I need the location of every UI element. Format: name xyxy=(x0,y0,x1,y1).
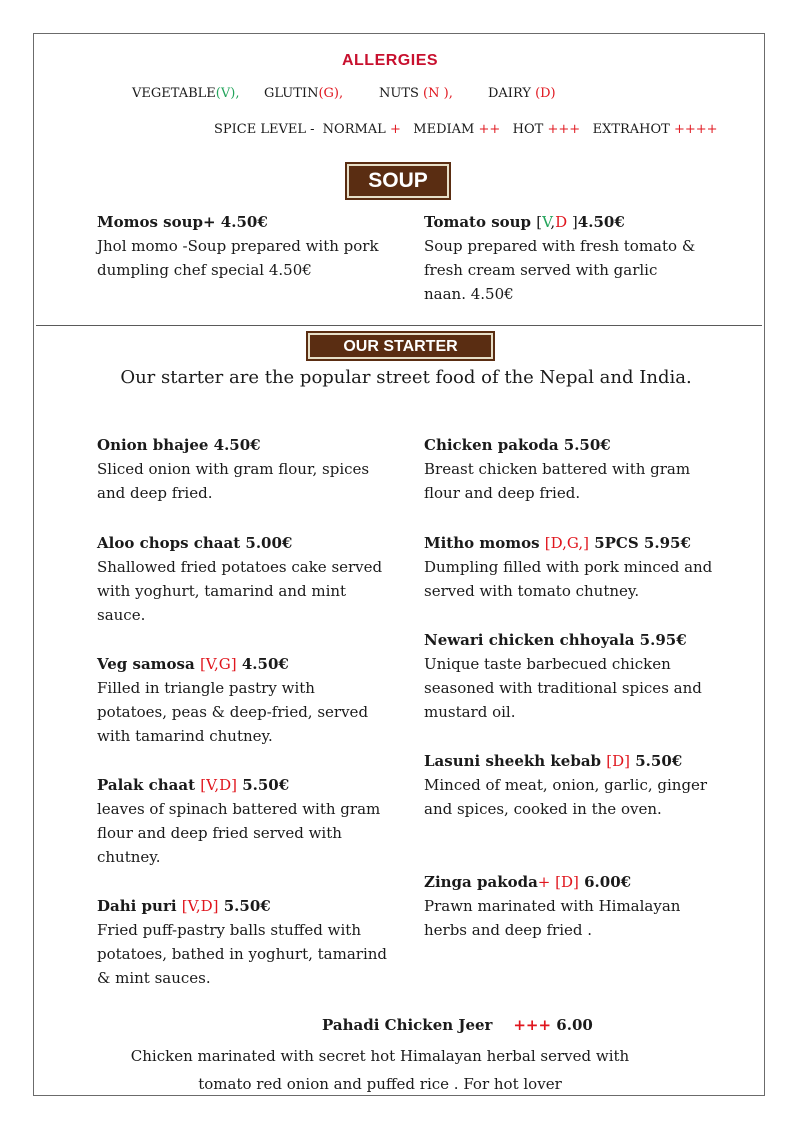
allergy-label: GLUTIN xyxy=(264,86,319,101)
item-name: Chicken pakoda 5.50€ xyxy=(424,436,611,454)
allergy-code: (N ), xyxy=(423,86,453,101)
spice-hot-marks: +++ xyxy=(547,122,581,137)
menu-item-palak-chaat xyxy=(97,773,387,869)
spice-extrahot-label: EXTRAHOT xyxy=(592,122,670,137)
item-name: Dahi puri xyxy=(97,897,182,915)
menu-item-chicken-pakoda xyxy=(424,433,714,505)
item-allergy-tag: [V,G] xyxy=(199,655,237,673)
allergy-label: DAIRY xyxy=(488,86,536,101)
allergy-code: (V), xyxy=(215,86,240,101)
item-tag-dairy: D xyxy=(555,213,568,231)
item-name: Momos soup+ 4.50€ xyxy=(97,213,268,231)
item-name: Mitho momos xyxy=(424,534,545,552)
item-tag-bracket: ] xyxy=(567,213,578,231)
special-desc-line-2: tomato red onion and puffed rice . For hot lover xyxy=(198,1075,562,1093)
spice-normal-label: NORMAL xyxy=(322,122,386,137)
item-description: Shallowed fried potatoes cake served with yoghurt, tamarind and mint sauce. xyxy=(97,558,383,624)
item-price: 4.50€ xyxy=(236,655,289,673)
item-allergy-tag: [V,D] xyxy=(181,897,219,915)
menu-item-onion-bhajee xyxy=(97,433,387,505)
item-description: Soup prepared with fresh tomato & fresh cream served with garlic naan. 4.50€ xyxy=(424,237,696,303)
section-divider xyxy=(36,325,762,326)
item-name: Zinga pakoda xyxy=(424,873,538,891)
item-price: 6.00€ xyxy=(578,873,632,891)
menu-item-veg-samosa xyxy=(97,652,387,748)
special-desc-line-1: Chicken marinated with secret hot Himalayan herbal served with xyxy=(130,1047,630,1065)
spice-mediam-marks: ++ xyxy=(478,122,501,137)
menu-item-momos-soup xyxy=(97,210,382,282)
item-description: leaves of spinach battered with gram flour and deep fried served with chutney. xyxy=(97,800,381,866)
menu-item-lasuni-sheekh-kebab xyxy=(424,749,714,821)
menu-item-tomato-soup xyxy=(424,210,704,306)
item-price: 6.00 xyxy=(551,1016,593,1034)
item-tag-vegetable: V xyxy=(542,213,551,231)
item-name: Onion bhajee 4.50€ xyxy=(97,436,261,454)
item-price: 5.50€ xyxy=(630,752,683,770)
allergy-code: (D) xyxy=(535,86,556,101)
item-description: Breast chicken battered with gram flour and deep fried. xyxy=(424,460,691,502)
special-spice-marks: +++ xyxy=(513,1016,552,1034)
starter-heading-banner: OUR STARTER xyxy=(308,333,493,359)
item-description: Dumpling filled with pork minced and served with tomato chutney. xyxy=(424,558,713,600)
item-price: 4.50€ xyxy=(577,213,625,231)
item-price: 5.50€ xyxy=(218,897,271,915)
menu-item-newari-chicken-chhoyala xyxy=(424,628,714,724)
special-item-description xyxy=(0,1042,760,1098)
spice-level-row xyxy=(214,122,718,137)
item-tag-separator: , xyxy=(550,213,556,231)
item-description: Minced of meat, onion, garlic, ginger and spices, cooked in the oven. xyxy=(424,776,708,818)
menu-item-aloo-chops-chaat xyxy=(97,531,387,627)
allergy-label: VEGETABLE xyxy=(132,86,216,101)
item-tag-bracket: [ xyxy=(536,213,543,231)
menu-item-zinga-pakoda xyxy=(424,870,714,942)
item-price: 5PCS 5.95€ xyxy=(588,534,691,552)
item-name: Aloo chops chaat 5.00€ xyxy=(97,534,293,552)
item-name: Veg samosa xyxy=(97,655,200,673)
spice-extrahot-marks: ++++ xyxy=(673,122,718,137)
allergy-vegetable xyxy=(132,86,239,101)
allergy-label: NUTS xyxy=(379,86,424,101)
starter-tagline: Our starter are the popular street food of the Nepal and India. xyxy=(120,367,692,388)
allergy-nuts xyxy=(379,86,453,101)
menu-item-mitho-momos xyxy=(424,531,714,603)
spice-normal-marks: + xyxy=(389,122,401,137)
allergy-glutin xyxy=(264,86,343,101)
spice-level-label: SPICE LEVEL - xyxy=(214,122,315,137)
allergies-title: ALLERGIES xyxy=(341,52,439,69)
item-description: Fried puff-pastry balls stuffed with potatoes, bathed in yoghurt, tamarind & mint sauces. xyxy=(97,921,388,987)
item-allergy-tag: [V,D] xyxy=(200,776,237,794)
item-description: Sliced onion with gram flour, spices and deep fried. xyxy=(97,460,370,502)
allergy-dairy xyxy=(488,86,556,101)
item-allergy-tag: + [D] xyxy=(537,873,579,891)
item-name: Palak chaat xyxy=(97,776,201,794)
special-item-title xyxy=(322,1016,593,1034)
spice-hot-label: HOT xyxy=(512,122,544,137)
item-description: Unique taste barbecued chicken seasoned with traditional spices and mustard oil. xyxy=(424,655,702,721)
item-allergy-tag: [D,G,] xyxy=(544,534,589,552)
item-description: Prawn marinated with Himalayan herbs and deep fried . xyxy=(424,897,681,939)
item-description: Filled in triangle pastry with potatoes, peas & deep-fried, served with tamarind chutney. xyxy=(97,679,369,745)
item-name: Newari chicken chhoyala 5.95€ xyxy=(424,631,687,649)
item-name: Pahadi Chicken Jeer xyxy=(322,1016,493,1034)
menu-item-dahi-puri xyxy=(97,894,387,990)
item-name: Tomato soup xyxy=(424,213,537,231)
item-name: Lasuni sheekh kebab xyxy=(424,752,607,770)
allergy-code: (G), xyxy=(318,86,344,101)
item-allergy-tag: [D] xyxy=(606,752,630,770)
soup-heading-banner: SOUP xyxy=(347,164,449,198)
spice-mediam-label: MEDIAM xyxy=(413,122,475,137)
item-description: Jhol momo -Soup prepared with pork dumpling chef special 4.50€ xyxy=(97,237,379,279)
item-price: 5.50€ xyxy=(236,776,290,794)
